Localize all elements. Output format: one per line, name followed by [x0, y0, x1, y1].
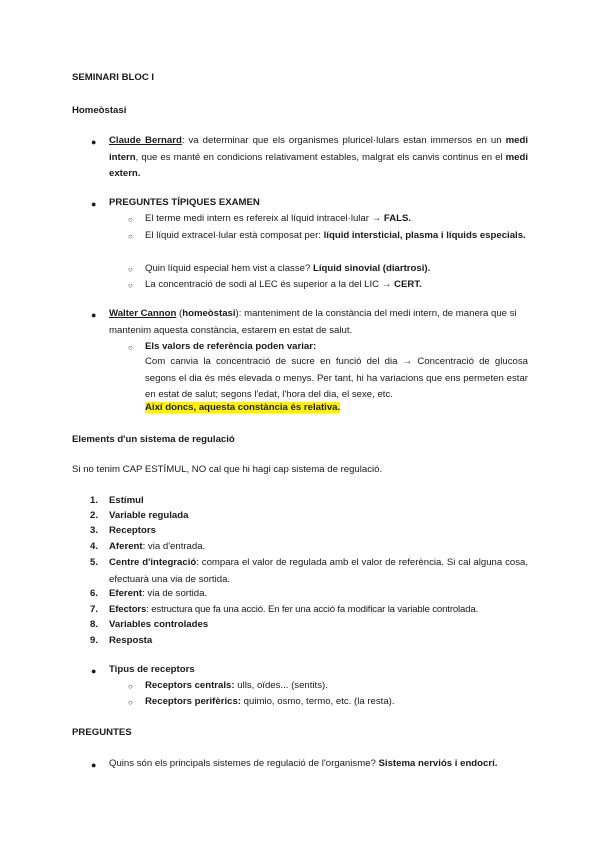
list-number: 3.: [90, 525, 99, 536]
list-number: 7.: [90, 604, 99, 615]
list-item: Estímul: [109, 495, 144, 506]
reference-values-heading: Els valors de referència poden variar:: [145, 341, 317, 352]
list-item: Resposta: [109, 635, 153, 646]
final-question: Quins són els principals sistemes de regulació de l'organisme? Sistema nerviós i endocrí.: [109, 758, 498, 769]
cannon-paragraph: Walter Cannon (homeòstasi): manteniment de la constància del medi intern, de manera que si mantenim aquesta constància, estarem en estat de salut.: [109, 308, 517, 336]
bullet-icon: ●: [91, 310, 97, 320]
bullet-icon: ●: [91, 760, 97, 770]
circle-bullet-icon: ○: [128, 265, 133, 274]
exam-questions-heading: PREGUNTES TÍPIQUES EXAMEN: [109, 197, 260, 208]
section-heading-preguntes: PREGUNTES: [72, 727, 132, 738]
document-title: SEMINARI BLOC I: [72, 72, 155, 83]
section-heading-homeostasi: Homeòstasi: [72, 105, 127, 116]
list-item: Centre d'integració: compara el valor de regulada amb el valor de referència. Si cal alguna cosa, efectuarà una via de sortida.: [109, 557, 528, 585]
list-item: Variable regulada: [109, 510, 189, 521]
circle-bullet-icon: ○: [128, 343, 133, 352]
list-item: Eferent: via de sortida.: [109, 588, 208, 599]
exam-question-4: La concentració de sodi al LEC és superior a la del LIC → CERT.: [145, 279, 422, 290]
circle-bullet-icon: ○: [128, 232, 133, 241]
peripheral-receptors-item: Receptors perifèrics: quimio, osmo, termo, etc. (la resta).: [145, 696, 395, 707]
list-number: 8.: [90, 619, 99, 630]
list-item: Efectors: estructura que fa una acció. En fer una acció fa modificar la variable controlada.: [109, 604, 479, 615]
bullet-icon: ●: [91, 666, 97, 676]
list-number: 1.: [90, 495, 99, 506]
bernard-paragraph: Claude Bernard: va determinar que els organismes pluricel·lulars estan immersos en un medi intern, que es manté en condicions relativament estables, malgrat els canvis continus en el medi extern.: [109, 135, 528, 179]
circle-bullet-icon: ○: [128, 682, 133, 691]
cannon-name: Walter Cannon: [109, 308, 177, 319]
exam-question-1: El terme medi intern es refereix al líquid intracel·lular → FALS.: [145, 213, 412, 224]
circle-bullet-icon: ○: [128, 215, 133, 224]
highlighted-conclusion: Així doncs, aquesta constància és relativa.: [145, 402, 341, 413]
bullet-icon: ●: [91, 137, 97, 147]
list-item: Aferent: via d'entrada.: [109, 541, 206, 552]
list-number: 9.: [90, 635, 99, 646]
list-number: 4.: [90, 541, 99, 552]
central-receptors-item: Receptors centrals: ulls, oïdes... (sentits).: [145, 680, 328, 691]
list-item: Receptors: [109, 525, 156, 536]
exam-question-2: El líquid extracel·lular està composat per: líquid intersticial, plasma i líquids especials.: [145, 230, 526, 241]
receptor-types-heading: Tipus de receptors: [109, 664, 195, 675]
list-number: 6.: [90, 588, 99, 599]
circle-bullet-icon: ○: [128, 281, 133, 290]
stimulus-note: Si no tenim CAP ESTÍMUL, NO cal que hi hagi cap sistema de regulació.: [72, 464, 383, 475]
list-number: 2.: [90, 510, 99, 521]
reference-values-text: Com canvia la concentració de sucre en funció del dia → Concentració de glucosa segons el dia és més elevada o menys. Per tant, hi ha variacions que ens permeten estar en estat de salut; segons l'edat, l'hora del dia, el sexe, etc.: [145, 356, 528, 400]
list-item: Variables controlades: [109, 619, 209, 630]
circle-bullet-icon: ○: [128, 698, 133, 707]
section-heading-elements: Elements d'un sistema de regulació: [72, 434, 235, 445]
bernard-name: Claude Bernard: [109, 135, 182, 146]
list-number: 5.: [90, 557, 99, 568]
bullet-icon: ●: [91, 199, 97, 209]
exam-question-3: Quin líquid especial hem vist a classe? Líquid sinovial (diartrosi).: [145, 263, 431, 274]
